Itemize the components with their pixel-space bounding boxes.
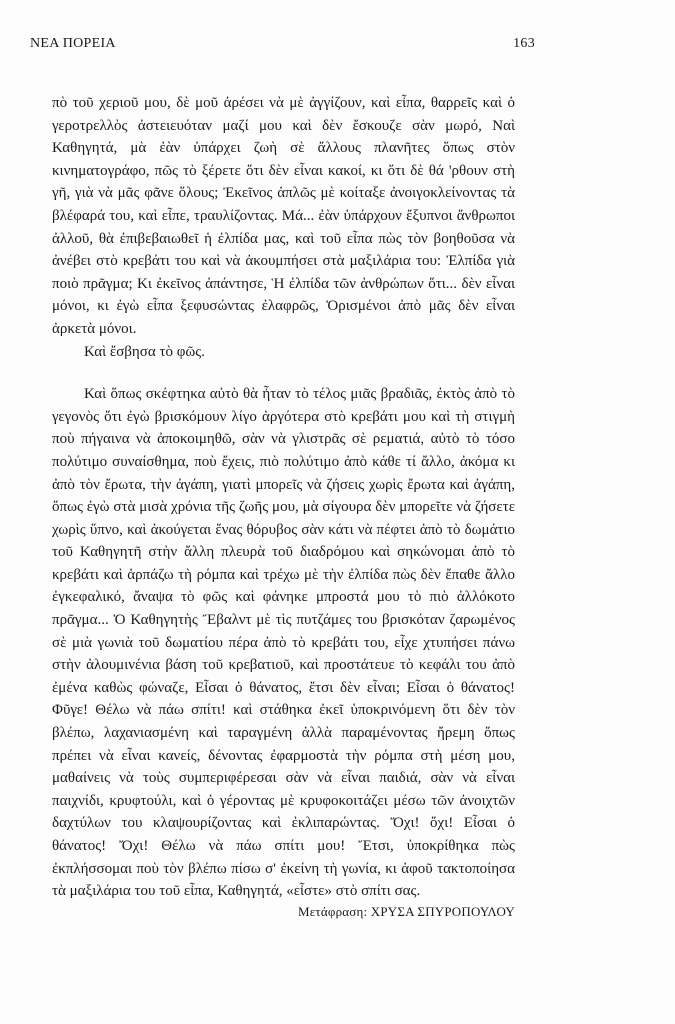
paragraph-3: Καὶ ὅπως σκέφτηκα αὐτὸ θὰ ἦταν τὸ τέλος μιᾶς βραδιᾶς, ἐκτὸς ἀπὸ τὸ γεγονὸς ὅτι ἐγὼ βρισκόμουν λίγο ἀργότερα στὸ κρεβάτι μου καὶ τὴ στιγμὴ ποὺ πήγαινα νὰ ἀποκοιμηθῶ, σὰν νὰ γλιστρᾶς σὲ ρεματιά, αὐτὸ τὸ τόσο πολύτιμο συναίσθημα, ποὺ ἔχεις, πιὸ πολύτιμο ἀπὸ κάθε τί ἄλλο, ἀκόμα κι ἀπὸ τὸν ἔρωτα, τὴν ἀγάπη, γιατὶ μπορεῖς νὰ ζήσεις χωρὶς ἔρωτα καὶ ἀγάπη, ὅπως ἐγὼ στὰ μισὰ χρόνια τῆς ζωῆς μου, μὰ σίγουρα δὲν μπορεῖτε νὰ ζήσετε χωρὶς ὕπνο, καὶ ἀκούγεται ἕνας θόρυβος σὰν κάτι νὰ πέφτει ἀπὸ τὸ δωμάτιο τοῦ Καθηγητῆ στὴν ἄλλη πλευρὰ τοῦ διαδρόμου καὶ σηκώνομαι ἀπὸ τὸ κρεβάτι καὶ ἁρπάζω τὴ ρόμπα καὶ τρέχω μὲ τὴν ἐλπίδα πὼς δὲν ἔπαθε ἄλλο ἐγκεφαλικό, ἄναψα τὸ φῶς καὶ φάνηκε μπροστά μου τὸ πιὸ ἀλλόκοτο πρᾶγμα... Ὁ Καθηγητὴς Ἔβαλντ μὲ τὶς πυτζάμες του βρισκόταν ζαρωμένος σὲ μιὰ γωνιὰ τοῦ δωματίου πέρα ἀπὸ τὸ κρεβάτι του, εἶχε χτυπήσει πάνω στὴν ἀλουμινένια βάση τοῦ κρεβατιοῦ, καὶ προστάτευε τὸ κεφάλι του ἀπὸ ἐμένα καθὼς φώναζε, Εἶσαι ὁ θάνατος, ἔτσι δὲν εἶναι; Εἶσαι ὁ θάνατος! Φῦγε! Θέλω νὰ πάω σπίτι! καὶ στάθηκα ἐκεῖ ὑποκρινόμενη ὅτι δὲν τὸν βλέπω, λαχανιασμένη καὶ ταραγμένη ἀλλὰ παραμένοντας ἤρεμη ὅπως πρέπει νὰ εἶναι κανείς, δένοντας ἐφαρμοστὰ τὴν ρόμπα στὴ μέση μου, μαθαίνεις νὰ τοὺς συμπεριφέρεσαι σὰν νὰ εἶναι παιδιά, σὰν νὰ εἶναι παιχνίδι, κρυφτούλι, καὶ ὁ γέροντας μὲ κρυφοκοιτάζει μέσω τῶν ἀνοιχτῶν δαχτύλων του κλαψουρίζοντας καὶ ἐκλιπαρώντας. Ὄχι! ὄχι! Εἶσαι ὁ θάνατος! Ὄχι! Θέλω νὰ πάω σπίτι μου! Ἔτσι, ὑποκρίθηκα πὼς ἐκπλήσσομαι ποὺ τὸν βλέπω πίσω σ' ἐκείνη τὴ γωνία, κι ἀφοῦ τακτοποίησα τὰ μαξιλάρια του τοῦ εἶπα, Καθηγητά, «εἶστε» στὸ σπίτι σας. [52, 386, 515, 900]
paragraph-2: Καὶ ἔσβησα τὸ φῶς. [84, 343, 205, 360]
section-break [52, 363, 515, 383]
running-title: ΝΕΑ ΠΟΡΕΙΑ [30, 36, 116, 51]
body-text [52, 92, 515, 903]
page-header [30, 36, 535, 56]
page-number: 163 [513, 36, 535, 51]
translator-credit: Μετάφραση: ΧΡΥΣΑ ΣΠΥΡΟΠΟΥΛΟΥ [298, 904, 515, 919]
paragraph-1: πὸ τοῦ χεριοῦ μου, δὲ μοῦ ἀρέσει νὰ μὲ ἀγγίζουν, καὶ εἶπα, θαρρεῖς καὶ ὁ γεροτρελλὸς ἀστειευόταν μαζί μου καὶ δὲν ἔσκουζε σὰν μωρό, Ναὶ Καθηγητά, μὰ ἐὰν ὑπάρχει ζωὴ σὲ ἄλλους πλανῆτες ὅπως στὸν κινηματογράφο, πῶς τὸ ξέρετε ὅτι δὲν εἶναι κακοί, κι ὅτι δὲ θά 'ρθουν στὴ γῆ, γιὰ νὰ μᾶς φᾶνε ὅλους; Ἐκεῖνος ἁπλῶς μὲ κοίταξε ἀνοιγοκλείνοντας τὰ βλέφαρά του, καὶ εἶπε, τραυλίζοντας. Μά... ἐὰν ὑπάρχουν ἔξυπνοι ἄνθρωποι ἀλλοῦ, θὰ ἐπιβεβαιωθεῖ ἡ ἐλπίδα μας, καὶ τοῦ εἶπα πὼς τὸν βοηθοῦσα νὰ ἀνέβει στὸ κρεβάτι του καὶ νὰ ἀκουμπήσει στὰ μαξιλάρια του: Ἐλπίδα γιὰ ποιὸ πρᾶγμα; Κι ἐκεῖνος ἀπάντησε, Ἡ ἐλπίδα τῶν ἀνθρώπων ὅτι... δὲν εἶναι μόνοι, κι ἐγὼ εἶπα ξεφυσώντας ἐλαφρῶς, Ὁρισμένοι ἀπὸ μᾶς δὲν εἶναι ἀρκετὰ μόνοι. [52, 95, 515, 337]
